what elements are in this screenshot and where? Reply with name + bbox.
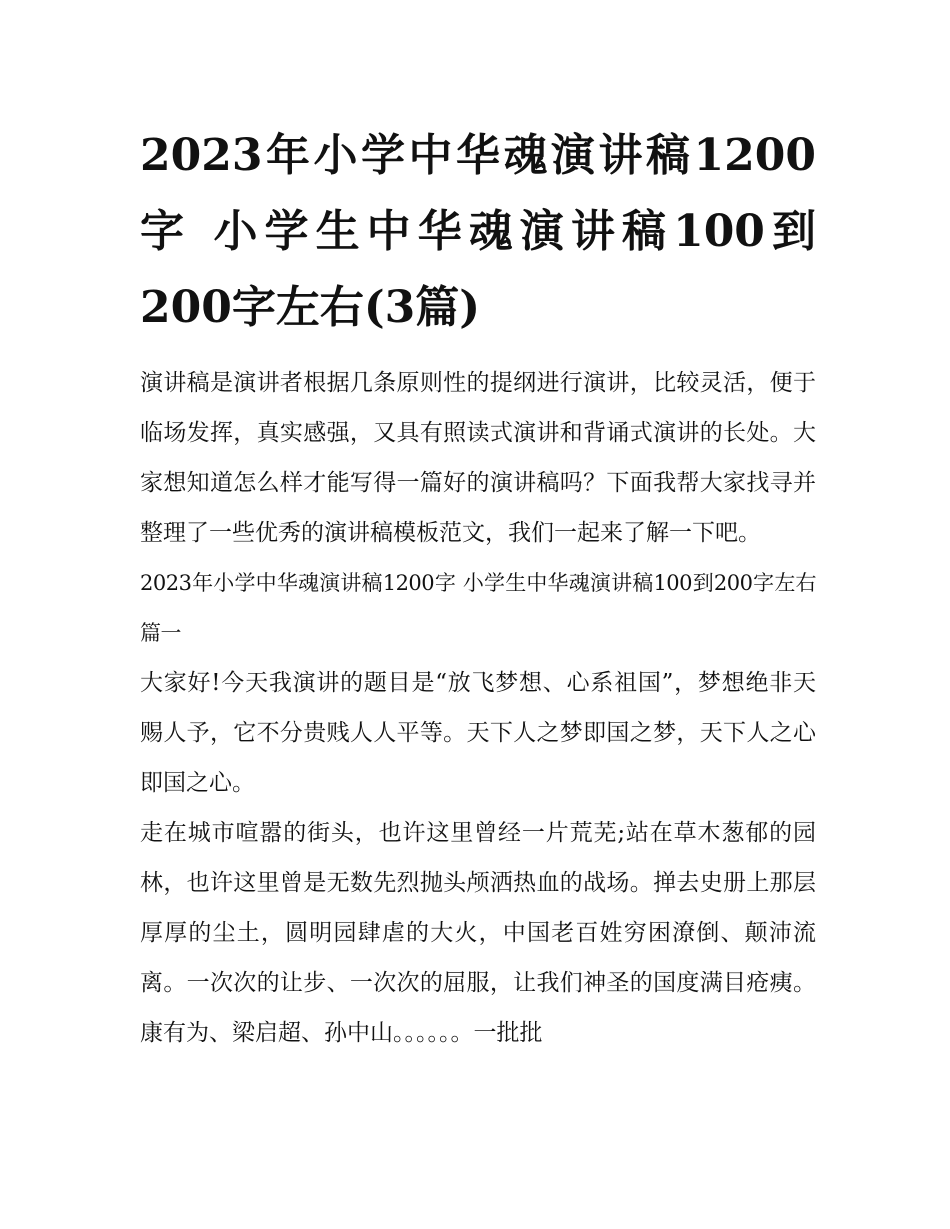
- document-page: [140, 118, 816, 1058]
- body-paragraph-2: 走在城市喧嚣的街头，也许这里曾经一片荒芜;站在草木葱郁的园林，也许这里曾是无数先烈抛头颅洒热血的战场。掸去史册上那层厚厚的尘土，圆明园肆虐的大火，中国老百姓穷困潦倒、颠沛流离。一次次的让步、一次次的屈服，让我们神圣的国度满目疮痍。康有为、梁启超、孙中山。。。。。。一批批: [140, 820, 816, 1046]
- section-heading: 2023年小学中华魂演讲稿1200字 小学生中华魂演讲稿100到200字左右篇一: [140, 571, 816, 645]
- intro-paragraph: 演讲稿是演讲者根据几条原则性的提纲进行演讲，比较灵活，便于临场发挥，真实感强，又具有照读式演讲和背诵式演讲的长处。大家想知道怎么样才能写得一篇好的演讲稿吗？下面我帮大家找寻并整理了一些优秀的演讲稿模板范文，我们一起来了解一下吧。: [140, 370, 816, 546]
- body-paragraph-1: 大家好!今天我演讲的题目是“放飞梦想、心系祖国”，梦想绝非天赐人予，它不分贵贱人人平等。天下人之梦即国之梦，天下人之心即国之心。: [140, 670, 816, 796]
- document-title: 2023年小学中华魂演讲稿1200字 小学生中华魂演讲稿100到200字左右(3篇): [140, 130, 816, 333]
